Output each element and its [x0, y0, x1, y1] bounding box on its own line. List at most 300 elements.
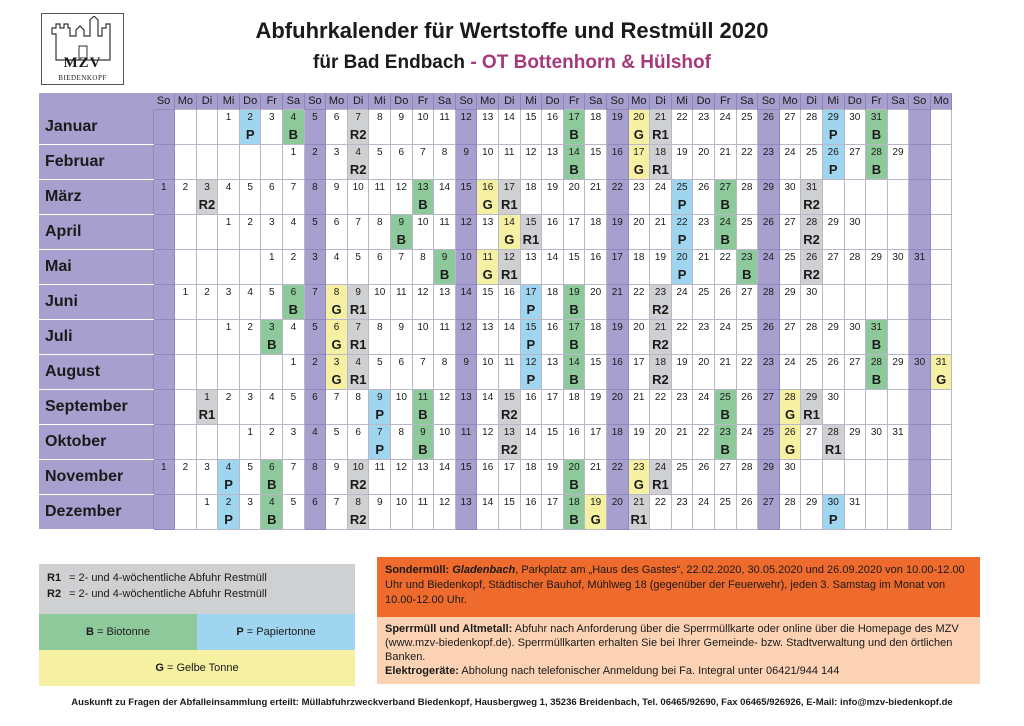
weekday-header: Mi: [218, 93, 240, 110]
weekday-header: So: [304, 93, 326, 110]
day-number: 4: [290, 321, 297, 333]
day-number: 29: [870, 251, 882, 263]
day-number: 10: [482, 146, 494, 158]
day-cell: [714, 459, 736, 494]
day-cell: [434, 214, 456, 249]
day-number: 18: [568, 496, 580, 508]
day-cell: [347, 494, 369, 529]
day-cell: [563, 459, 585, 494]
day-number: 25: [676, 181, 688, 193]
day-cell: [714, 284, 736, 319]
weekday-header: Mo: [779, 93, 801, 110]
empty-cell: [930, 389, 952, 424]
month-name: Juni: [39, 284, 153, 319]
day-number: 11: [460, 426, 472, 438]
day-cell: [455, 284, 477, 319]
day-number: 30: [849, 321, 861, 333]
pickup-code: B: [418, 406, 428, 422]
day-number: 1: [225, 321, 232, 333]
day-number: 2: [247, 321, 253, 333]
day-cell: [477, 459, 499, 494]
day-number: 20: [568, 461, 580, 473]
day-cell: [542, 494, 564, 529]
day-cell: [866, 110, 888, 145]
pickup-code: R1: [198, 406, 216, 422]
day-number: 19: [568, 286, 580, 298]
day-number: 13: [546, 356, 559, 368]
day-number: 22: [698, 426, 710, 438]
day-number: 25: [806, 356, 818, 368]
day-cell: [693, 354, 715, 389]
weekday-header: Di: [196, 93, 218, 110]
month-name: März: [39, 179, 153, 214]
day-cell: [758, 494, 780, 529]
day-cell: [434, 144, 456, 179]
day-number: 19: [676, 356, 688, 368]
day-cell: [326, 354, 348, 389]
weekday-header: Di: [347, 93, 369, 110]
day-number: 8: [312, 181, 318, 193]
weekday-header: Sa: [887, 93, 909, 110]
month-row: [39, 424, 952, 459]
day-number: 19: [546, 181, 559, 193]
day-number: 20: [590, 286, 602, 298]
day-number: 27: [849, 356, 861, 368]
day-cell: [261, 179, 283, 214]
day-number: 9: [420, 426, 426, 438]
day-cell: [196, 389, 218, 424]
day-number: 13: [482, 321, 494, 333]
pickup-code: B: [871, 336, 882, 352]
day-cell: [779, 249, 801, 284]
pickup-code: P: [828, 127, 838, 142]
day-cell: [261, 494, 283, 529]
day-cell: [693, 494, 715, 529]
day-number: 18: [611, 426, 623, 438]
month-row: [39, 249, 952, 284]
day-cell: [542, 144, 564, 179]
day-cell: [866, 424, 888, 459]
weekday-header: Mi: [822, 93, 844, 110]
day-cell: [801, 249, 823, 284]
day-number: 18: [590, 112, 602, 123]
day-number: 24: [676, 286, 688, 298]
day-cell: [412, 494, 434, 529]
legend-p-text: = Papiertonne: [246, 626, 316, 638]
day-cell: [585, 354, 607, 389]
day-number: 23: [698, 112, 710, 123]
day-number: 10: [438, 426, 451, 438]
day-cell: [239, 214, 261, 249]
day-number: 28: [741, 181, 753, 193]
day-cell: [779, 319, 801, 354]
day-cell: [218, 459, 240, 494]
day-number: 28: [849, 251, 861, 263]
day-cell: [866, 144, 888, 179]
day-number: 26: [698, 181, 710, 193]
day-cell: [304, 494, 326, 529]
day-cell: [499, 389, 521, 424]
empty-cell: [175, 214, 197, 249]
day-number: 15: [525, 321, 537, 333]
day-number: 11: [374, 461, 385, 473]
empty-cell: [175, 494, 197, 529]
day-number: 20: [698, 356, 710, 368]
empty-cell: [844, 179, 866, 214]
day-number: 17: [568, 112, 580, 123]
day-number: 31: [849, 496, 861, 508]
day-number: 2: [182, 461, 189, 473]
day-cell: [542, 110, 564, 145]
day-number: 14: [482, 391, 494, 403]
day-cell: [499, 319, 521, 354]
day-cell: [391, 424, 413, 459]
pickup-code: B: [871, 371, 882, 387]
weekday-header: Mi: [520, 93, 542, 110]
day-cell: [347, 389, 369, 424]
subtitle-districts: - OT Bottenhorn & Hülshof: [470, 52, 711, 73]
weekday-header: Mo: [477, 93, 499, 110]
day-cell: [822, 144, 844, 179]
day-cell: [239, 459, 261, 494]
pickup-code: B: [418, 441, 428, 457]
day-number: 16: [546, 216, 559, 228]
empty-cell: [909, 389, 931, 424]
empty-cell: [866, 389, 888, 424]
day-cell: [304, 179, 326, 214]
day-cell: [369, 249, 391, 284]
calendar-header-row: [39, 93, 952, 110]
day-cell: [261, 110, 283, 145]
day-cell: [671, 284, 693, 319]
day-number: 9: [376, 391, 383, 403]
weekday-header: Mo: [628, 93, 650, 110]
day-number: 9: [398, 321, 405, 333]
day-cell: [499, 494, 521, 529]
day-cell: [326, 319, 348, 354]
day-cell: [283, 354, 305, 389]
day-cell: [650, 354, 672, 389]
day-cell: [196, 494, 218, 529]
month-row: [39, 354, 952, 389]
day-cell: [585, 424, 607, 459]
day-number: 2: [182, 181, 189, 193]
legend-r1: [47, 570, 347, 586]
day-cell: [326, 249, 348, 284]
empty-cell: [887, 179, 909, 214]
day-number: 12: [395, 461, 407, 473]
day-cell: [563, 249, 585, 284]
day-cell: [585, 494, 607, 529]
day-cell: [369, 110, 391, 145]
day-number: 21: [633, 391, 645, 403]
day-cell: [714, 354, 736, 389]
day-cell: [714, 249, 736, 284]
day-number: 10: [352, 181, 364, 193]
day-cell: [455, 249, 477, 284]
day-number: 27: [719, 181, 731, 193]
empty-cell: [196, 144, 218, 179]
empty-cell: [801, 459, 823, 494]
day-number: 24: [719, 216, 731, 228]
day-cell: [218, 110, 240, 145]
day-number: 12: [438, 391, 451, 403]
day-cell: [758, 354, 780, 389]
day-cell: [887, 144, 909, 179]
day-number: 4: [333, 251, 340, 263]
pickup-code: B: [569, 371, 579, 387]
pickup-code: B: [871, 161, 882, 177]
day-number: 15: [503, 496, 515, 508]
day-number: 16: [590, 251, 602, 263]
day-number: 25: [741, 321, 753, 333]
day-cell: [304, 110, 326, 145]
pickup-code: R2: [803, 231, 820, 247]
day-cell: [671, 249, 693, 284]
day-cell: [477, 144, 499, 179]
day-number: 20: [568, 181, 580, 193]
pickup-code: R1: [630, 511, 648, 527]
day-cell: [239, 110, 261, 145]
day-number: 14: [503, 112, 515, 123]
empty-cell: [909, 284, 931, 319]
day-number: 29: [806, 496, 818, 508]
day-cell: [650, 214, 672, 249]
day-number: 28: [870, 146, 882, 158]
pickup-code: R2: [349, 161, 367, 177]
day-number: 22: [719, 251, 731, 263]
empty-cell: [218, 249, 240, 284]
day-cell: [542, 284, 564, 319]
empty-cell: [196, 424, 218, 459]
day-number: 6: [398, 146, 405, 158]
footer-contact: Auskunft zu Fragen der Abfalleinsammlung erteilt: Müllabfuhrzweckverband Biedenkopf, Hausbergweg 1, 35236 Breidenbach, Tel. 06465/92690, Fax 06465/926926, E-Mail: info@mzv-biedenkopf.de: [71, 697, 953, 708]
day-number: 5: [290, 496, 297, 508]
day-number: 9: [355, 286, 361, 298]
pickup-code: P: [526, 336, 536, 352]
day-cell: [779, 179, 801, 214]
day-cell: [477, 319, 499, 354]
month-name: Dezember: [39, 494, 153, 529]
day-number: 18: [654, 356, 667, 368]
day-cell: [347, 284, 369, 319]
day-number: 3: [268, 216, 275, 228]
day-cell: [283, 389, 305, 424]
weekday-header: Sa: [283, 93, 305, 110]
subtitle-location: für Bad Endbach: [313, 52, 466, 73]
month-row: [39, 389, 952, 424]
day-number: 26: [719, 286, 731, 298]
day-number: 16: [482, 181, 494, 193]
day-number: 5: [247, 181, 253, 193]
day-number: 16: [525, 496, 537, 508]
day-number: 23: [676, 496, 688, 508]
day-cell: [844, 354, 866, 389]
empty-cell: [175, 354, 197, 389]
day-cell: [434, 179, 456, 214]
day-number: 15: [525, 216, 537, 228]
empty-cell: [930, 249, 952, 284]
day-cell: [844, 110, 866, 145]
day-number: 17: [503, 461, 515, 473]
day-number: 30: [806, 286, 818, 298]
day-number: 30: [827, 391, 839, 403]
pickup-code: R2: [803, 266, 820, 282]
weekday-header: Do: [844, 93, 866, 110]
day-number: 24: [741, 426, 753, 438]
day-cell: [887, 424, 909, 459]
day-cell: [369, 284, 391, 319]
day-number: 19: [611, 112, 623, 123]
day-number: 6: [268, 461, 275, 473]
day-number: 19: [546, 461, 559, 473]
day-cell: [650, 144, 672, 179]
day-cell: [326, 389, 348, 424]
day-number: 30: [784, 461, 796, 473]
day-cell: [606, 249, 628, 284]
pickup-code: G: [331, 371, 342, 387]
day-cell: [822, 214, 844, 249]
day-cell: [563, 389, 585, 424]
empty-cell: [930, 494, 952, 529]
pickup-code: R2: [198, 196, 216, 212]
logo-text: MZV: [63, 55, 102, 71]
day-cell: [175, 284, 197, 319]
day-cell: [391, 110, 413, 145]
day-cell: [477, 354, 499, 389]
pickup-code: B: [871, 127, 882, 142]
day-cell: [693, 319, 715, 354]
day-number: 12: [525, 356, 537, 368]
day-number: 26: [827, 146, 839, 158]
day-cell: [714, 214, 736, 249]
pickup-code: G: [784, 406, 796, 422]
weekday-header: Sa: [434, 93, 456, 110]
empty-cell: [153, 214, 175, 249]
day-number: 3: [204, 181, 210, 193]
empty-cell: [175, 110, 197, 145]
day-cell: [412, 424, 434, 459]
day-cell: [563, 319, 585, 354]
day-cell: [585, 110, 607, 145]
day-cell: [369, 144, 391, 179]
day-cell: [218, 389, 240, 424]
empty-cell: [887, 494, 909, 529]
month-name: Februar: [39, 144, 153, 179]
day-number: 28: [806, 112, 818, 123]
day-cell: [650, 459, 672, 494]
empty-cell: [822, 284, 844, 319]
day-cell: [822, 354, 844, 389]
day-cell: [758, 459, 780, 494]
day-cell: [499, 284, 521, 319]
day-number: 31: [870, 112, 882, 123]
day-number: 17: [525, 286, 537, 298]
empty-cell: [239, 144, 261, 179]
day-cell: [347, 354, 369, 389]
day-number: 15: [460, 181, 472, 193]
day-cell: [175, 459, 197, 494]
day-cell: [844, 424, 866, 459]
day-number: 17: [546, 496, 559, 508]
day-number: 18: [546, 286, 559, 298]
legend-r2: [47, 586, 347, 602]
day-number: 25: [676, 461, 688, 473]
pickup-code: B: [720, 231, 730, 247]
day-number: 29: [784, 286, 796, 298]
pickup-code: P: [224, 511, 233, 527]
pickup-code: R2: [500, 406, 518, 422]
day-number: 4: [247, 286, 253, 298]
day-number: 31: [935, 356, 947, 368]
day-number: 4: [290, 112, 297, 123]
pickup-code: G: [936, 371, 947, 387]
day-cell: [499, 144, 521, 179]
day-number: 8: [420, 251, 426, 263]
day-cell: [779, 354, 801, 389]
day-number: 27: [806, 426, 818, 438]
weekday-header: So: [455, 93, 477, 110]
empty-cell: [239, 354, 261, 389]
day-cell: [801, 110, 823, 145]
day-cell: [542, 354, 564, 389]
empty-cell: [218, 144, 240, 179]
day-cell: [801, 179, 823, 214]
day-number: 22: [654, 391, 667, 403]
day-cell: [801, 424, 823, 459]
day-number: 28: [784, 391, 796, 403]
day-number: 14: [568, 356, 580, 368]
day-number: 5: [333, 426, 340, 438]
day-cell: [822, 110, 844, 145]
pickup-code: B: [569, 127, 579, 142]
day-cell: [239, 494, 261, 529]
day-cell: [283, 179, 305, 214]
day-number: 5: [268, 286, 275, 298]
day-number: 17: [590, 426, 602, 438]
day-number: 17: [503, 181, 515, 193]
day-number: 22: [676, 321, 688, 333]
day-cell: [650, 249, 672, 284]
day-cell: [391, 389, 413, 424]
pickup-code: R2: [652, 371, 669, 387]
day-number: 19: [590, 391, 602, 403]
day-cell: [628, 214, 650, 249]
day-cell: [693, 179, 715, 214]
day-cell: [563, 494, 585, 529]
day-cell: [758, 424, 780, 459]
pickup-code: G: [331, 336, 342, 352]
pickup-code: R2: [803, 196, 820, 212]
day-cell: [606, 214, 628, 249]
month-name: Januar: [39, 110, 153, 145]
day-number: 3: [333, 146, 340, 158]
legend-r2-key: R2: [47, 588, 62, 600]
day-cell: [822, 424, 844, 459]
day-number: 4: [225, 181, 232, 193]
day-cell: [369, 179, 391, 214]
day-number: 2: [225, 391, 232, 403]
day-cell: [650, 389, 672, 424]
day-cell: [671, 424, 693, 459]
empty-cell: [930, 110, 952, 145]
day-number: 27: [784, 216, 796, 228]
day-number: 9: [333, 181, 340, 193]
day-cell: [239, 389, 261, 424]
day-cell: [606, 459, 628, 494]
day-cell: [391, 179, 413, 214]
pickup-code: R2: [652, 336, 669, 352]
